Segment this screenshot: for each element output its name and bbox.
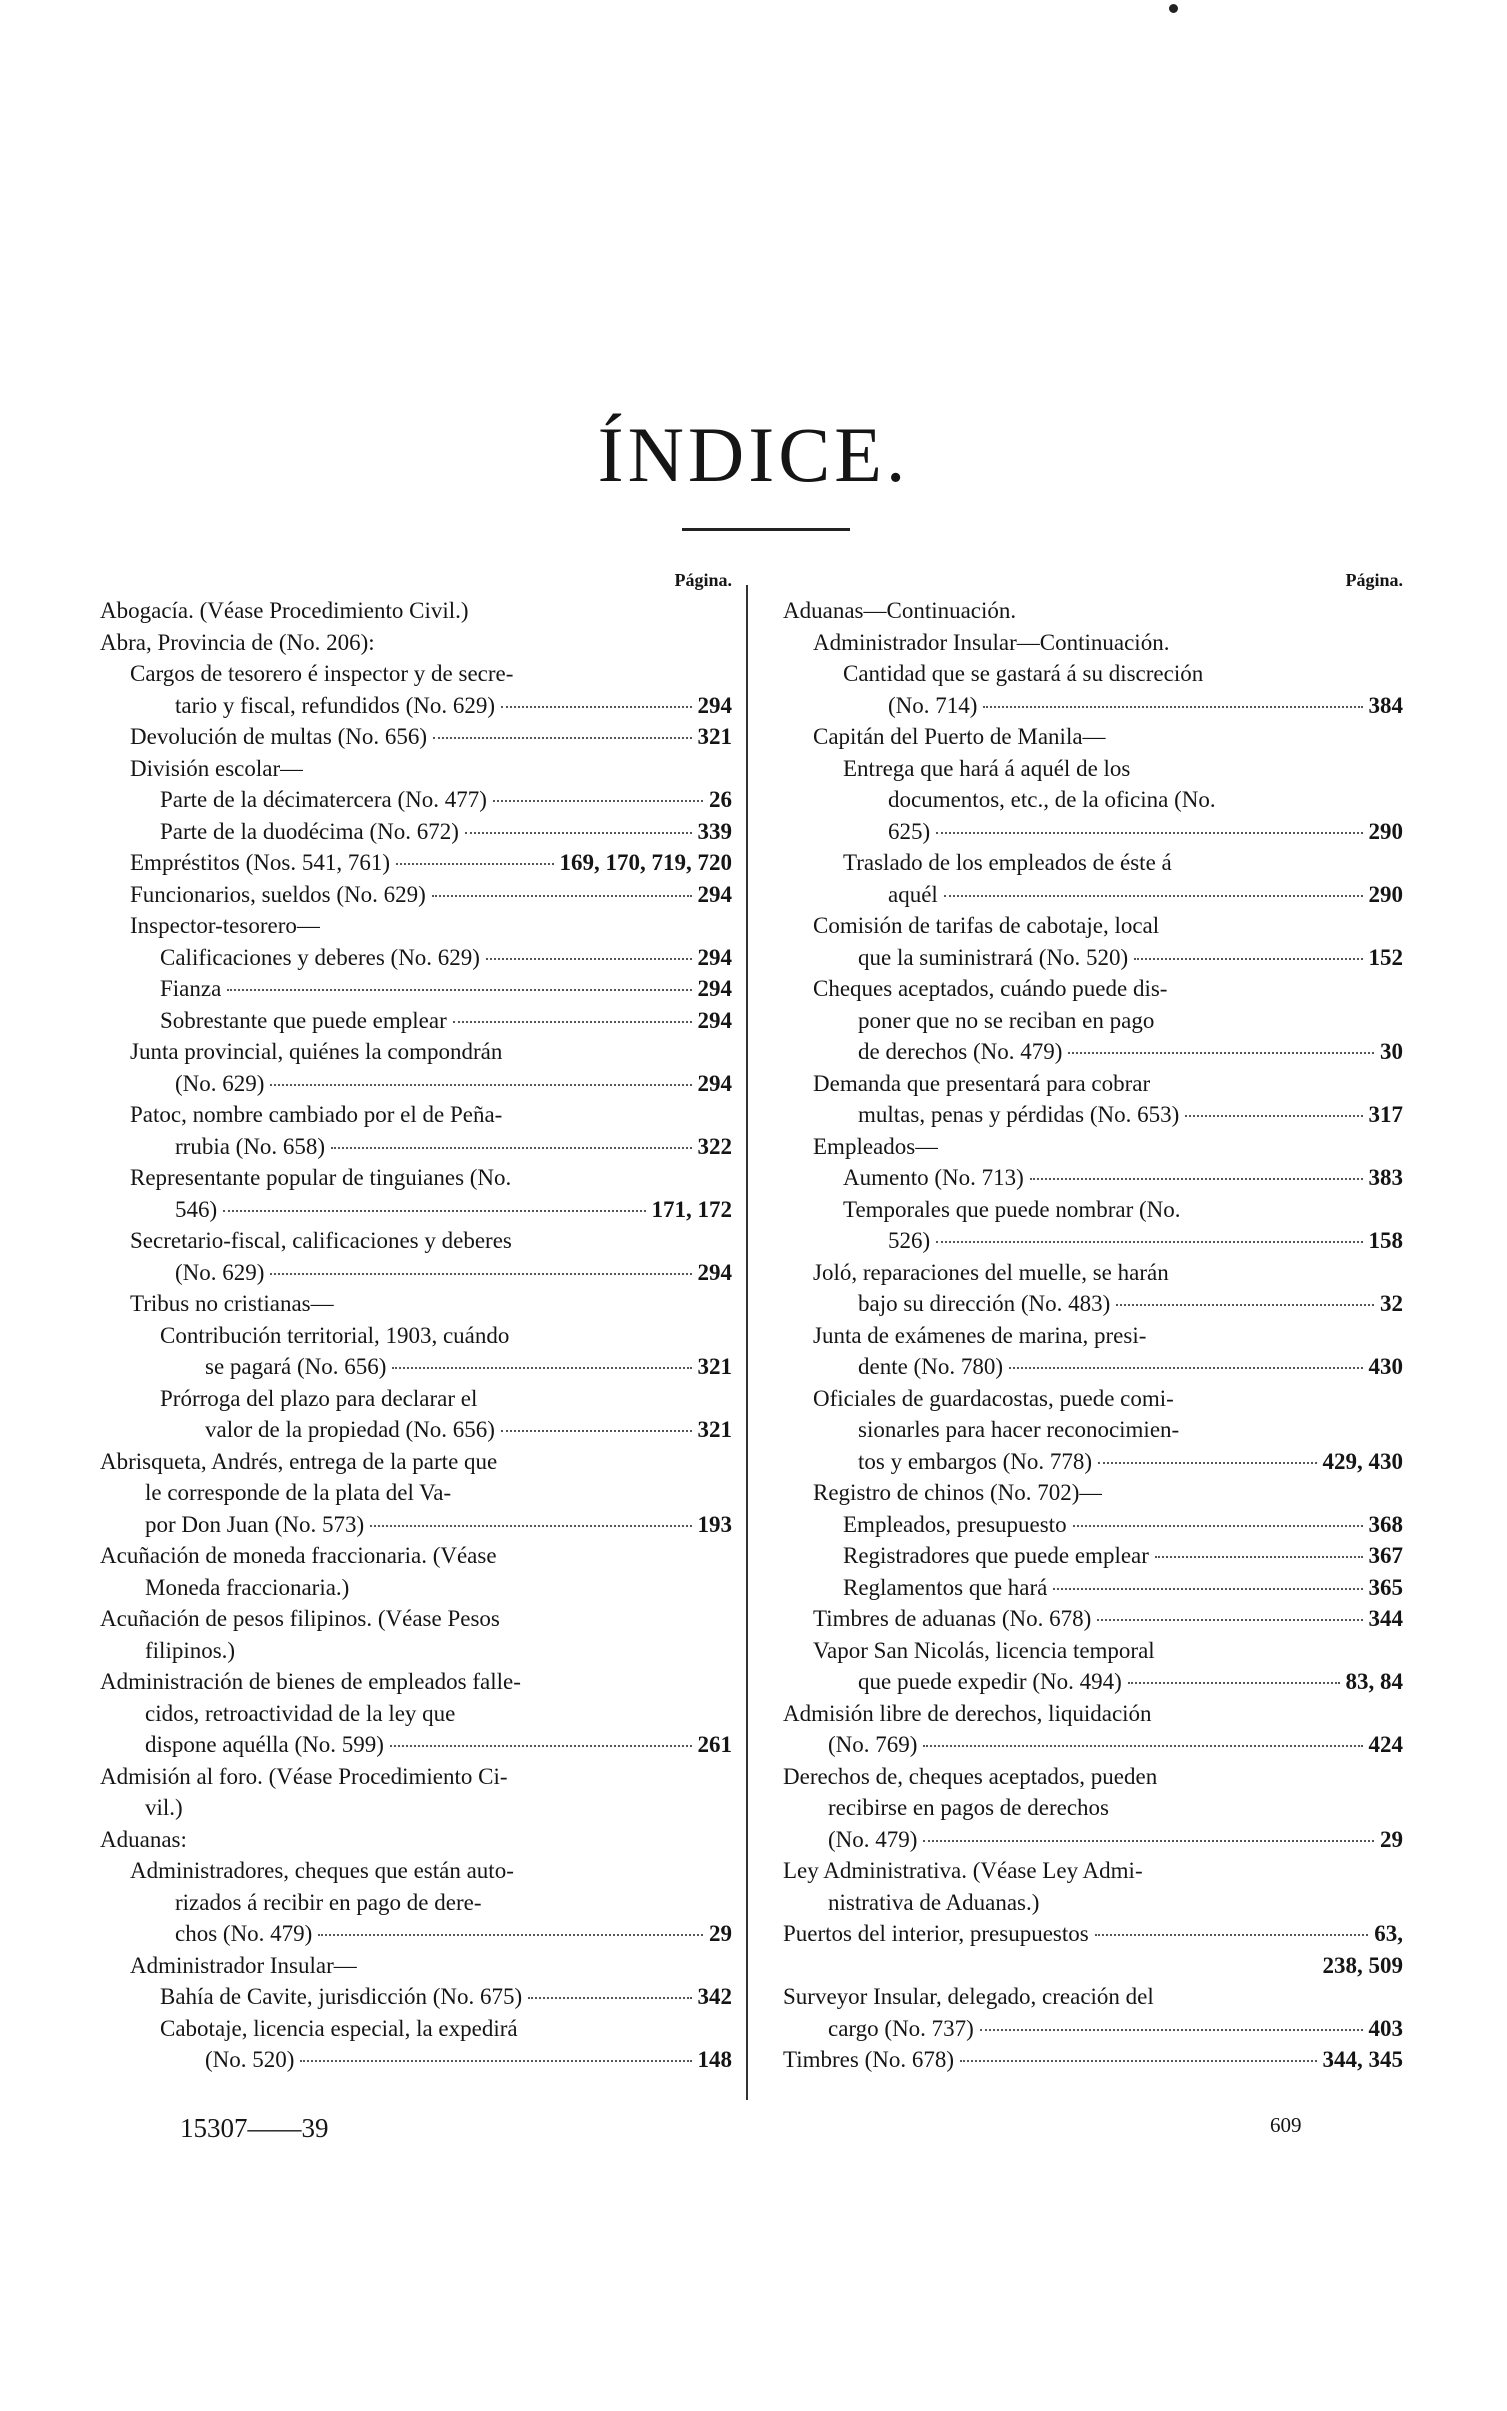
entry-text: Puertos del interior, presupuestos (783, 1921, 1089, 1946)
dot-leader (465, 832, 692, 834)
entry-text: Fianza (160, 976, 222, 1001)
index-entry (100, 910, 732, 942)
entry-text: Administradores, cheques que están auto- (130, 1858, 514, 1883)
dot-leader (1073, 1525, 1363, 1527)
index-entry (783, 847, 1403, 910)
entry-page-number: 339 (697, 818, 732, 844)
entry-text: sionarles para hacer reconocimien- (858, 1417, 1180, 1442)
dot-leader (501, 1430, 692, 1432)
dot-leader (486, 958, 692, 960)
entry-page-number: 384 (1368, 692, 1403, 718)
entry-text: por Don Juan (No. 573) (145, 1511, 365, 1537)
dot-leader (1030, 1178, 1363, 1180)
entry-page-number: 429, 430 (1322, 1448, 1403, 1474)
entry-text: Administración de bienes de empleados falle- (100, 1669, 521, 1694)
entry-text: 526) (888, 1228, 931, 1253)
index-entry (783, 2044, 1403, 2076)
entry-text: Temporales que puede nombrar (No. (843, 1196, 1181, 1222)
right-entries (783, 595, 1403, 2076)
index-entry (100, 942, 732, 974)
index-entry (783, 1068, 1403, 1131)
entry-text: División escolar— (130, 755, 304, 781)
page-column-header: Página. (1345, 570, 1403, 590)
entry-text: Calificaciones y deberes (No. 629) (160, 944, 480, 970)
dot-leader (227, 989, 691, 991)
dot-leader (1185, 1115, 1362, 1117)
entry-text: Abrisqueta, Andrés, entrega de la parte que (100, 1448, 498, 1474)
dot-leader (980, 2029, 1363, 2031)
entry-text: Capitán del Puerto de Manila— (813, 724, 1106, 749)
dot-leader (300, 2060, 691, 2062)
entry-page-number: 365 (1368, 1574, 1403, 1600)
index-entry (783, 973, 1403, 1068)
dot-leader (270, 1273, 691, 1275)
page-title: ÍNDICE. (597, 411, 910, 498)
entry-text: Abra, Provincia de (No. 206): (100, 629, 375, 655)
entry-text: Contribución territorial, 1903, cuándo (160, 1322, 510, 1348)
dot-leader (1134, 958, 1362, 960)
index-entry (100, 784, 732, 816)
entry-text: Cargos de tesorero é inspector y de secre- (130, 661, 514, 686)
entry-text: cidos, retroactividad de la ley que (145, 1700, 456, 1726)
entry-text: Inspector-tesorero— (130, 913, 320, 938)
entry-page-number: 321 (697, 1417, 732, 1442)
entry-text: Cabotaje, licencia especial, la expedirá (160, 2015, 518, 2041)
entry-page-number: 32 (1380, 1291, 1403, 1316)
entry-page-number: 368 (1368, 1511, 1403, 1537)
index-entry (783, 1761, 1403, 1856)
entry-text: Aduanas—Continuación. (783, 598, 1017, 623)
index-entry (100, 1540, 732, 1603)
index-entry (100, 847, 732, 879)
dot-leader (1068, 1052, 1374, 1054)
index-entry (100, 1824, 732, 1856)
index-entry (783, 1257, 1403, 1320)
entry-text: Empleados, presupuesto (843, 1511, 1067, 1537)
entry-text: Admisión libre de derechos, liquidación (783, 1700, 1152, 1726)
dot-leader (501, 706, 691, 708)
page-number: 609 (1270, 2113, 1302, 2137)
dot-leader (270, 1084, 691, 1086)
entry-page-number: 30 (1380, 1039, 1403, 1064)
entry-text: Representante popular de tinguianes (No. (130, 1165, 512, 1190)
entry-text: Derechos de, cheques aceptados, pueden (783, 1763, 1158, 1789)
entry-page-number: 344, 345 (1322, 2047, 1403, 2072)
entry-text: Devolución de multas (No. 656) (130, 724, 428, 749)
entry-text: nistrativa de Aduanas.) (828, 1889, 1040, 1915)
entry-page-number: 344 (1368, 1606, 1403, 1631)
entry-text: Bahía de Cavite, jurisdicción (No. 675) (160, 1984, 523, 2009)
dot-leader (318, 1934, 703, 1936)
dot-leader (923, 1840, 1374, 1842)
dot-leader (944, 895, 1363, 897)
entry-page-number: 430 (1368, 1354, 1403, 1379)
entry-page-number: 290 (1368, 818, 1403, 844)
entry-page-number: 158 (1368, 1228, 1403, 1253)
entry-text: Junta de exámenes de marina, presi- (813, 1322, 1147, 1348)
index-entry (783, 1855, 1403, 1918)
entry-text: cargo (No. 737) (828, 2015, 974, 2041)
entry-text: (No. 520) (205, 2047, 295, 2072)
entry-page-number: 367 (1368, 1543, 1403, 1568)
index-entry (783, 658, 1403, 721)
dot-leader (528, 1997, 691, 1999)
entry-page-number: 321 (697, 1354, 732, 1379)
index-entry (100, 1383, 732, 1446)
entry-text: Joló, reparaciones del muelle, se harán (813, 1259, 1169, 1285)
entry-text: poner que no se reciban en pago (858, 1007, 1155, 1033)
printer-signature: 15307——39 (180, 2113, 329, 2143)
index-entry (100, 627, 732, 659)
entry-text: tos y embargos (No. 778) (858, 1448, 1093, 1474)
entry-text: 625) (888, 818, 931, 844)
entry-page-number: 238, 509 (1322, 1952, 1403, 1978)
entry-text: (No. 479) (828, 1826, 918, 1852)
index-entry (100, 1225, 732, 1288)
entry-text: Parte de la duodécima (No. 672) (160, 818, 459, 844)
entry-text: Empleados— (813, 1133, 939, 1159)
entry-text: (No. 714) (888, 692, 978, 718)
dot-leader (331, 1147, 691, 1149)
entry-text: Timbres de aduanas (No. 678) (813, 1606, 1092, 1631)
entry-page-number: 29 (709, 1921, 732, 1946)
index-entry (100, 1036, 732, 1099)
index-entry (783, 1131, 1403, 1163)
entry-page-number: 294 (697, 692, 732, 718)
entry-text: (No. 769) (828, 1732, 918, 1757)
index-entry (100, 1162, 732, 1225)
entry-text: Junta provincial, quiénes la compondrán (130, 1039, 503, 1064)
index-entry (783, 1320, 1403, 1383)
dot-leader (983, 706, 1362, 708)
index-entry (100, 879, 732, 911)
index-entry (783, 1918, 1403, 1981)
index-entry (783, 1572, 1403, 1604)
dot-leader (390, 1745, 692, 1747)
entry-text: Registradores que puede emplear (843, 1543, 1149, 1568)
entry-page-number: 317 (1368, 1102, 1403, 1127)
entry-text: Acuñación de pesos filipinos. (Véase Pesos (100, 1606, 500, 1631)
entry-text: Cantidad que se gastará á su discreción (843, 661, 1204, 686)
entry-text: (No. 629) (175, 1070, 265, 1096)
index-entry (783, 1603, 1403, 1635)
dot-leader (433, 737, 691, 739)
entry-text: recibirse en pagos de derechos (828, 1795, 1109, 1820)
index-entry (100, 1950, 732, 1982)
entry-page-number: 29 (1380, 1826, 1403, 1852)
index-entry (783, 627, 1403, 659)
entry-text: Registro de chinos (No. 702)— (813, 1480, 1103, 1505)
index-entry (100, 1981, 732, 2013)
entry-page-number: 403 (1368, 2015, 1403, 2041)
entry-text: dente (No. 780) (858, 1354, 1003, 1379)
entry-page-number: 294 (697, 1007, 732, 1033)
entry-text: Administrador Insular—Continuación. (813, 629, 1170, 655)
index-entry (100, 1099, 732, 1162)
index-entry (783, 1509, 1403, 1541)
entry-page-number: 322 (697, 1133, 732, 1159)
index-entry (100, 1855, 732, 1950)
dot-leader (1095, 1934, 1369, 1936)
entry-text: Reglamentos que hará (843, 1574, 1048, 1600)
dot-leader (1116, 1304, 1374, 1306)
index-entry (783, 1162, 1403, 1194)
index-entry (100, 973, 732, 1005)
dot-leader (1098, 1462, 1316, 1464)
page-column-header: Página. (674, 570, 732, 590)
entry-text: que puede expedir (No. 494) (858, 1669, 1122, 1694)
index-entry (100, 721, 732, 753)
column-divider (746, 585, 748, 2100)
index-entry (783, 753, 1403, 848)
index-entry (100, 1446, 732, 1541)
entry-text: de derechos (No. 479) (858, 1039, 1063, 1064)
entry-page-number: 294 (697, 976, 732, 1001)
dot-leader (493, 800, 703, 802)
entry-page-number: 171, 172 (651, 1196, 732, 1222)
entry-text: se pagará (No. 656) (205, 1354, 387, 1379)
entry-text: Tribus no cristianas— (130, 1291, 334, 1316)
dot-leader (923, 1745, 1362, 1747)
index-entry (100, 658, 732, 721)
entry-page-number: 26 (709, 787, 732, 812)
dot-leader (1155, 1556, 1363, 1558)
entry-page-number: 342 (697, 1984, 732, 2009)
dot-leader (1128, 1682, 1340, 1684)
index-entry (783, 721, 1403, 753)
entry-page-number: 321 (697, 724, 732, 749)
entry-page-number: 83, 84 (1345, 1669, 1403, 1694)
index-entry (783, 1698, 1403, 1761)
entry-text: Moneda fraccionaria.) (145, 1574, 350, 1600)
entry-text: Cheques aceptados, cuándo puede dis- (813, 976, 1168, 1001)
index-entry (783, 910, 1403, 973)
entry-text: Empréstitos (Nos. 541, 761) (130, 850, 391, 875)
dot-leader (1053, 1588, 1362, 1590)
dot-leader (960, 2060, 1316, 2062)
entry-page-number: 290 (1368, 881, 1403, 907)
entry-text: bajo su dirección (No. 483) (858, 1291, 1111, 1316)
entry-text: chos (No. 479) (175, 1921, 313, 1946)
entry-page-number: 294 (697, 881, 732, 907)
entry-text: Abogacía. (Véase Procedimiento Civil.) (100, 598, 469, 623)
entry-text: Entrega que hará á aquél de los (843, 755, 1131, 781)
entry-text: Oficiales de guardacostas, puede comi- (813, 1385, 1174, 1411)
entry-text: rrubia (No. 658) (175, 1133, 326, 1159)
entry-page-number: 148 (697, 2047, 732, 2072)
entry-text: documentos, etc., de la oficina (No. (888, 787, 1216, 812)
right-index-column (783, 565, 1403, 2076)
entry-text: Traslado de los empleados de éste á (843, 850, 1172, 875)
index-entry (783, 1981, 1403, 2044)
entry-text: que la suministrará (No. 520) (858, 944, 1129, 970)
entry-text: Aduanas: (100, 1826, 187, 1852)
entry-text: (No. 629) (175, 1259, 265, 1285)
left-entries (100, 595, 732, 2076)
entry-text: Funcionarios, sueldos (No. 629) (130, 881, 426, 907)
index-entry (100, 1603, 732, 1666)
title-rule (682, 528, 850, 531)
entry-text: le corresponde de la plata del Va- (145, 1480, 452, 1505)
dot-leader (936, 832, 1362, 834)
entry-text: 546) (175, 1196, 218, 1222)
dot-leader (1097, 1619, 1362, 1621)
index-entry (783, 1477, 1403, 1509)
entry-page-number: 294 (697, 1259, 732, 1285)
entry-text: Acuñación de moneda fraccionaria. (Véase (100, 1543, 497, 1568)
entry-text: dispone aquélla (No. 599) (145, 1732, 384, 1757)
index-entry (100, 2013, 732, 2076)
entry-page-number: 383 (1368, 1165, 1403, 1190)
index-entry (783, 1635, 1403, 1698)
index-entry (783, 1383, 1403, 1478)
entry-text: Comisión de tarifas de cabotaje, local (813, 913, 1160, 938)
entry-text: Vapor San Nicolás, licencia temporal (813, 1637, 1155, 1663)
index-entry (783, 595, 1403, 627)
entry-text: Prórroga del plazo para declarar el (160, 1385, 478, 1411)
entry-page-number: 294 (697, 1070, 732, 1096)
entry-page-number: 63, (1374, 1921, 1403, 1946)
entry-text: Surveyor Insular, delegado, creación del (783, 1984, 1154, 2009)
entry-text: valor de la propiedad (No. 656) (205, 1417, 495, 1442)
dot-leader (370, 1525, 691, 1527)
entry-text: Sobrestante que puede emplear (160, 1007, 447, 1033)
entry-text: Timbres (No. 678) (783, 2047, 955, 2072)
entry-text: Secretario-fiscal, calificaciones y deberes (130, 1228, 512, 1253)
entry-text: vil.) (145, 1795, 183, 1820)
dot-leader (392, 1367, 691, 1369)
entry-text: Ley Administrativa. (Véase Ley Admi- (783, 1858, 1143, 1883)
entry-text: Demanda que presentará para cobrar (813, 1070, 1151, 1096)
index-entry (783, 1194, 1403, 1257)
dot-leader (1009, 1367, 1363, 1369)
index-entry (100, 1288, 732, 1320)
index-entry (100, 595, 732, 627)
index-entry (100, 1666, 732, 1761)
entry-text: aquél (888, 881, 938, 907)
dot-leader (223, 1210, 645, 1212)
dot-leader (453, 1021, 692, 1023)
index-entry (100, 816, 732, 848)
entry-text: Parte de la décimatercera (No. 477) (160, 787, 487, 812)
entry-page-number: 261 (697, 1732, 732, 1757)
entry-text: tario y fiscal, refundidos (No. 629) (175, 692, 496, 718)
entry-text: Administrador Insular— (130, 1952, 357, 1978)
index-entry (100, 1005, 732, 1037)
entry-page-number: 193 (697, 1511, 732, 1537)
entry-text: multas, penas y pérdidas (No. 653) (858, 1102, 1180, 1127)
entry-text: filipinos.) (145, 1637, 236, 1663)
entry-text: Aumento (No. 713) (843, 1165, 1024, 1190)
entry-page-number: 152 (1368, 944, 1403, 970)
entry-text: Patoc, nombre cambiado por el de Peña- (130, 1102, 503, 1127)
entry-text: rizados á recibir en pago de dere- (175, 1889, 482, 1915)
left-index-column (100, 565, 732, 2076)
entry-page-number: 294 (697, 944, 732, 970)
entry-page-number: 424 (1368, 1732, 1403, 1757)
dot-leader (432, 895, 692, 897)
index-entry (100, 1320, 732, 1383)
dot-leader (936, 1241, 1362, 1243)
entry-text: Admisión al foro. (Véase Procedimiento Ci- (100, 1763, 508, 1789)
index-entry (100, 1761, 732, 1824)
index-entry (100, 753, 732, 785)
index-entry (783, 1540, 1403, 1572)
dot-leader (396, 863, 553, 865)
ink-speck (1169, 4, 1178, 13)
entry-page-number: 169, 170, 719, 720 (559, 850, 732, 875)
